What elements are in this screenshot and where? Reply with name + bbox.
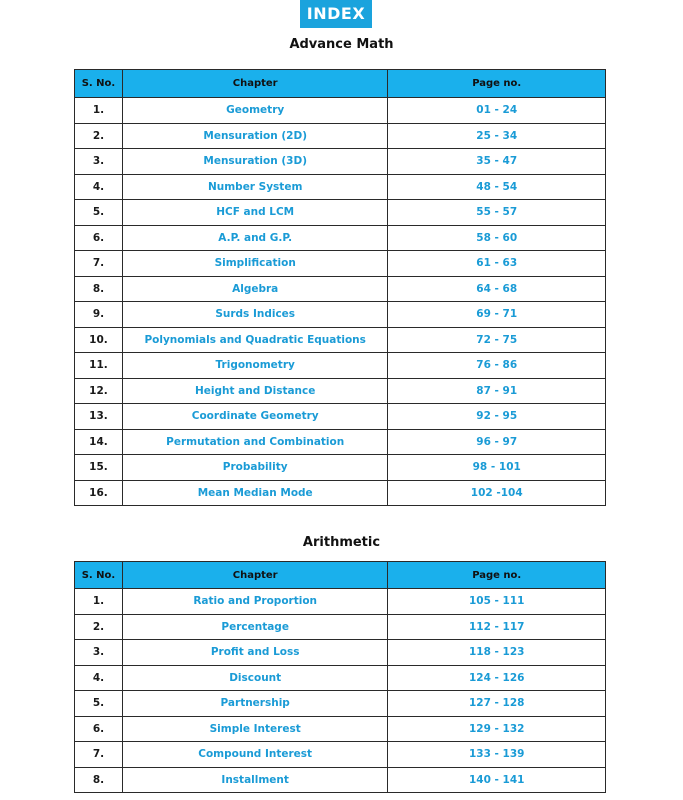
- row-sno: 10.: [75, 327, 123, 353]
- table-row: [75, 276, 606, 302]
- row-pages: 133 - 139: [388, 742, 606, 768]
- row-sno: 9.: [75, 302, 123, 328]
- row-chapter[interactable]: HCF and LCM: [122, 200, 388, 226]
- table-row: [75, 200, 606, 226]
- row-chapter[interactable]: Algebra: [122, 276, 388, 302]
- row-chapter[interactable]: Trigonometry: [122, 353, 388, 379]
- table-row: [75, 589, 606, 615]
- row-sno: 7.: [75, 742, 123, 768]
- row-pages: 64 - 68: [388, 276, 606, 302]
- row-pages: 35 - 47: [388, 149, 606, 175]
- row-chapter[interactable]: Partnership: [122, 691, 388, 717]
- row-pages: 102 -104: [388, 480, 606, 506]
- row-sno: 6.: [75, 716, 123, 742]
- row-sno: 11.: [75, 353, 123, 379]
- table-row: [75, 225, 606, 251]
- table-row: [75, 327, 606, 353]
- row-chapter[interactable]: Probability: [122, 455, 388, 481]
- row-sno: 1.: [75, 589, 123, 615]
- index-badge: INDEX: [300, 0, 372, 28]
- table-row: [75, 716, 606, 742]
- table-row: [75, 614, 606, 640]
- row-sno: 8.: [75, 276, 123, 302]
- row-chapter[interactable]: Mensuration (2D): [122, 123, 388, 149]
- table-row: [75, 767, 606, 793]
- table-row: [75, 455, 606, 481]
- row-sno: 2.: [75, 123, 123, 149]
- row-sno: 14.: [75, 429, 123, 455]
- row-sno: 8.: [75, 767, 123, 793]
- table-row: [75, 691, 606, 717]
- row-chapter[interactable]: Compound Interest: [122, 742, 388, 768]
- table-header-row: [75, 562, 606, 589]
- row-sno: 5.: [75, 691, 123, 717]
- row-pages: 112 - 117: [388, 614, 606, 640]
- row-chapter[interactable]: Surds Indices: [122, 302, 388, 328]
- arithmetic-table: [74, 561, 606, 793]
- table-row: [75, 742, 606, 768]
- table-row: [75, 429, 606, 455]
- header-sno: S. No.: [75, 562, 123, 589]
- header-page-no: Page no.: [388, 562, 606, 589]
- row-pages: 129 - 132: [388, 716, 606, 742]
- row-sno: 16.: [75, 480, 123, 506]
- section-title-advance-math: Advance Math: [289, 37, 394, 52]
- row-sno: 1.: [75, 98, 123, 124]
- row-pages: 01 - 24: [388, 98, 606, 124]
- row-chapter[interactable]: Geometry: [122, 98, 388, 124]
- row-sno: 3.: [75, 149, 123, 175]
- row-pages: 105 - 111: [388, 589, 606, 615]
- table-row: [75, 480, 606, 506]
- row-chapter[interactable]: Polynomials and Quadratic Equations: [122, 327, 388, 353]
- table-row: [75, 404, 606, 430]
- row-pages: 98 - 101: [388, 455, 606, 481]
- row-pages: 48 - 54: [388, 174, 606, 200]
- table-row: [75, 149, 606, 175]
- table-row: [75, 665, 606, 691]
- row-chapter[interactable]: Ratio and Proportion: [122, 589, 388, 615]
- row-chapter[interactable]: Discount: [122, 665, 388, 691]
- row-sno: 4.: [75, 665, 123, 691]
- row-chapter[interactable]: Mean Median Mode: [122, 480, 388, 506]
- table-row: [75, 353, 606, 379]
- row-pages: 69 - 71: [388, 302, 606, 328]
- row-pages: 72 - 75: [388, 327, 606, 353]
- table-row: [75, 174, 606, 200]
- row-chapter[interactable]: Mensuration (3D): [122, 149, 388, 175]
- row-pages: 96 - 97: [388, 429, 606, 455]
- section-title-arithmetic: Arithmetic: [302, 535, 381, 550]
- header-sno: S. No.: [75, 70, 123, 98]
- header-page-no: Page no.: [388, 70, 606, 98]
- row-pages: 61 - 63: [388, 251, 606, 277]
- row-chapter[interactable]: Simplification: [122, 251, 388, 277]
- table-row: [75, 378, 606, 404]
- table-row: [75, 123, 606, 149]
- table-row: [75, 640, 606, 666]
- advance-math-table: [74, 69, 606, 506]
- row-pages: 55 - 57: [388, 200, 606, 226]
- header-chapter: Chapter: [122, 70, 388, 98]
- row-sno: 6.: [75, 225, 123, 251]
- row-chapter[interactable]: Coordinate Geometry: [122, 404, 388, 430]
- row-sno: 4.: [75, 174, 123, 200]
- row-sno: 3.: [75, 640, 123, 666]
- row-sno: 12.: [75, 378, 123, 404]
- row-pages: 140 - 141: [388, 767, 606, 793]
- row-sno: 13.: [75, 404, 123, 430]
- table-header-row: [75, 70, 606, 98]
- row-chapter[interactable]: A.P. and G.P.: [122, 225, 388, 251]
- row-sno: 7.: [75, 251, 123, 277]
- row-chapter[interactable]: Simple Interest: [122, 716, 388, 742]
- row-chapter[interactable]: Installment: [122, 767, 388, 793]
- row-chapter[interactable]: Permutation and Combination: [122, 429, 388, 455]
- row-pages: 92 - 95: [388, 404, 606, 430]
- row-chapter[interactable]: Number System: [122, 174, 388, 200]
- row-chapter[interactable]: Height and Distance: [122, 378, 388, 404]
- row-pages: 118 - 123: [388, 640, 606, 666]
- row-sno: 15.: [75, 455, 123, 481]
- row-pages: 124 - 126: [388, 665, 606, 691]
- row-pages: 87 - 91: [388, 378, 606, 404]
- header-chapter: Chapter: [122, 562, 388, 589]
- table-row: [75, 302, 606, 328]
- row-sno: 2.: [75, 614, 123, 640]
- row-sno: 5.: [75, 200, 123, 226]
- row-pages: 127 - 128: [388, 691, 606, 717]
- row-pages: 25 - 34: [388, 123, 606, 149]
- row-chapter[interactable]: Percentage: [122, 614, 388, 640]
- table-row: [75, 251, 606, 277]
- row-pages: 76 - 86: [388, 353, 606, 379]
- row-chapter[interactable]: Profit and Loss: [122, 640, 388, 666]
- row-pages: 58 - 60: [388, 225, 606, 251]
- table-row: [75, 98, 606, 124]
